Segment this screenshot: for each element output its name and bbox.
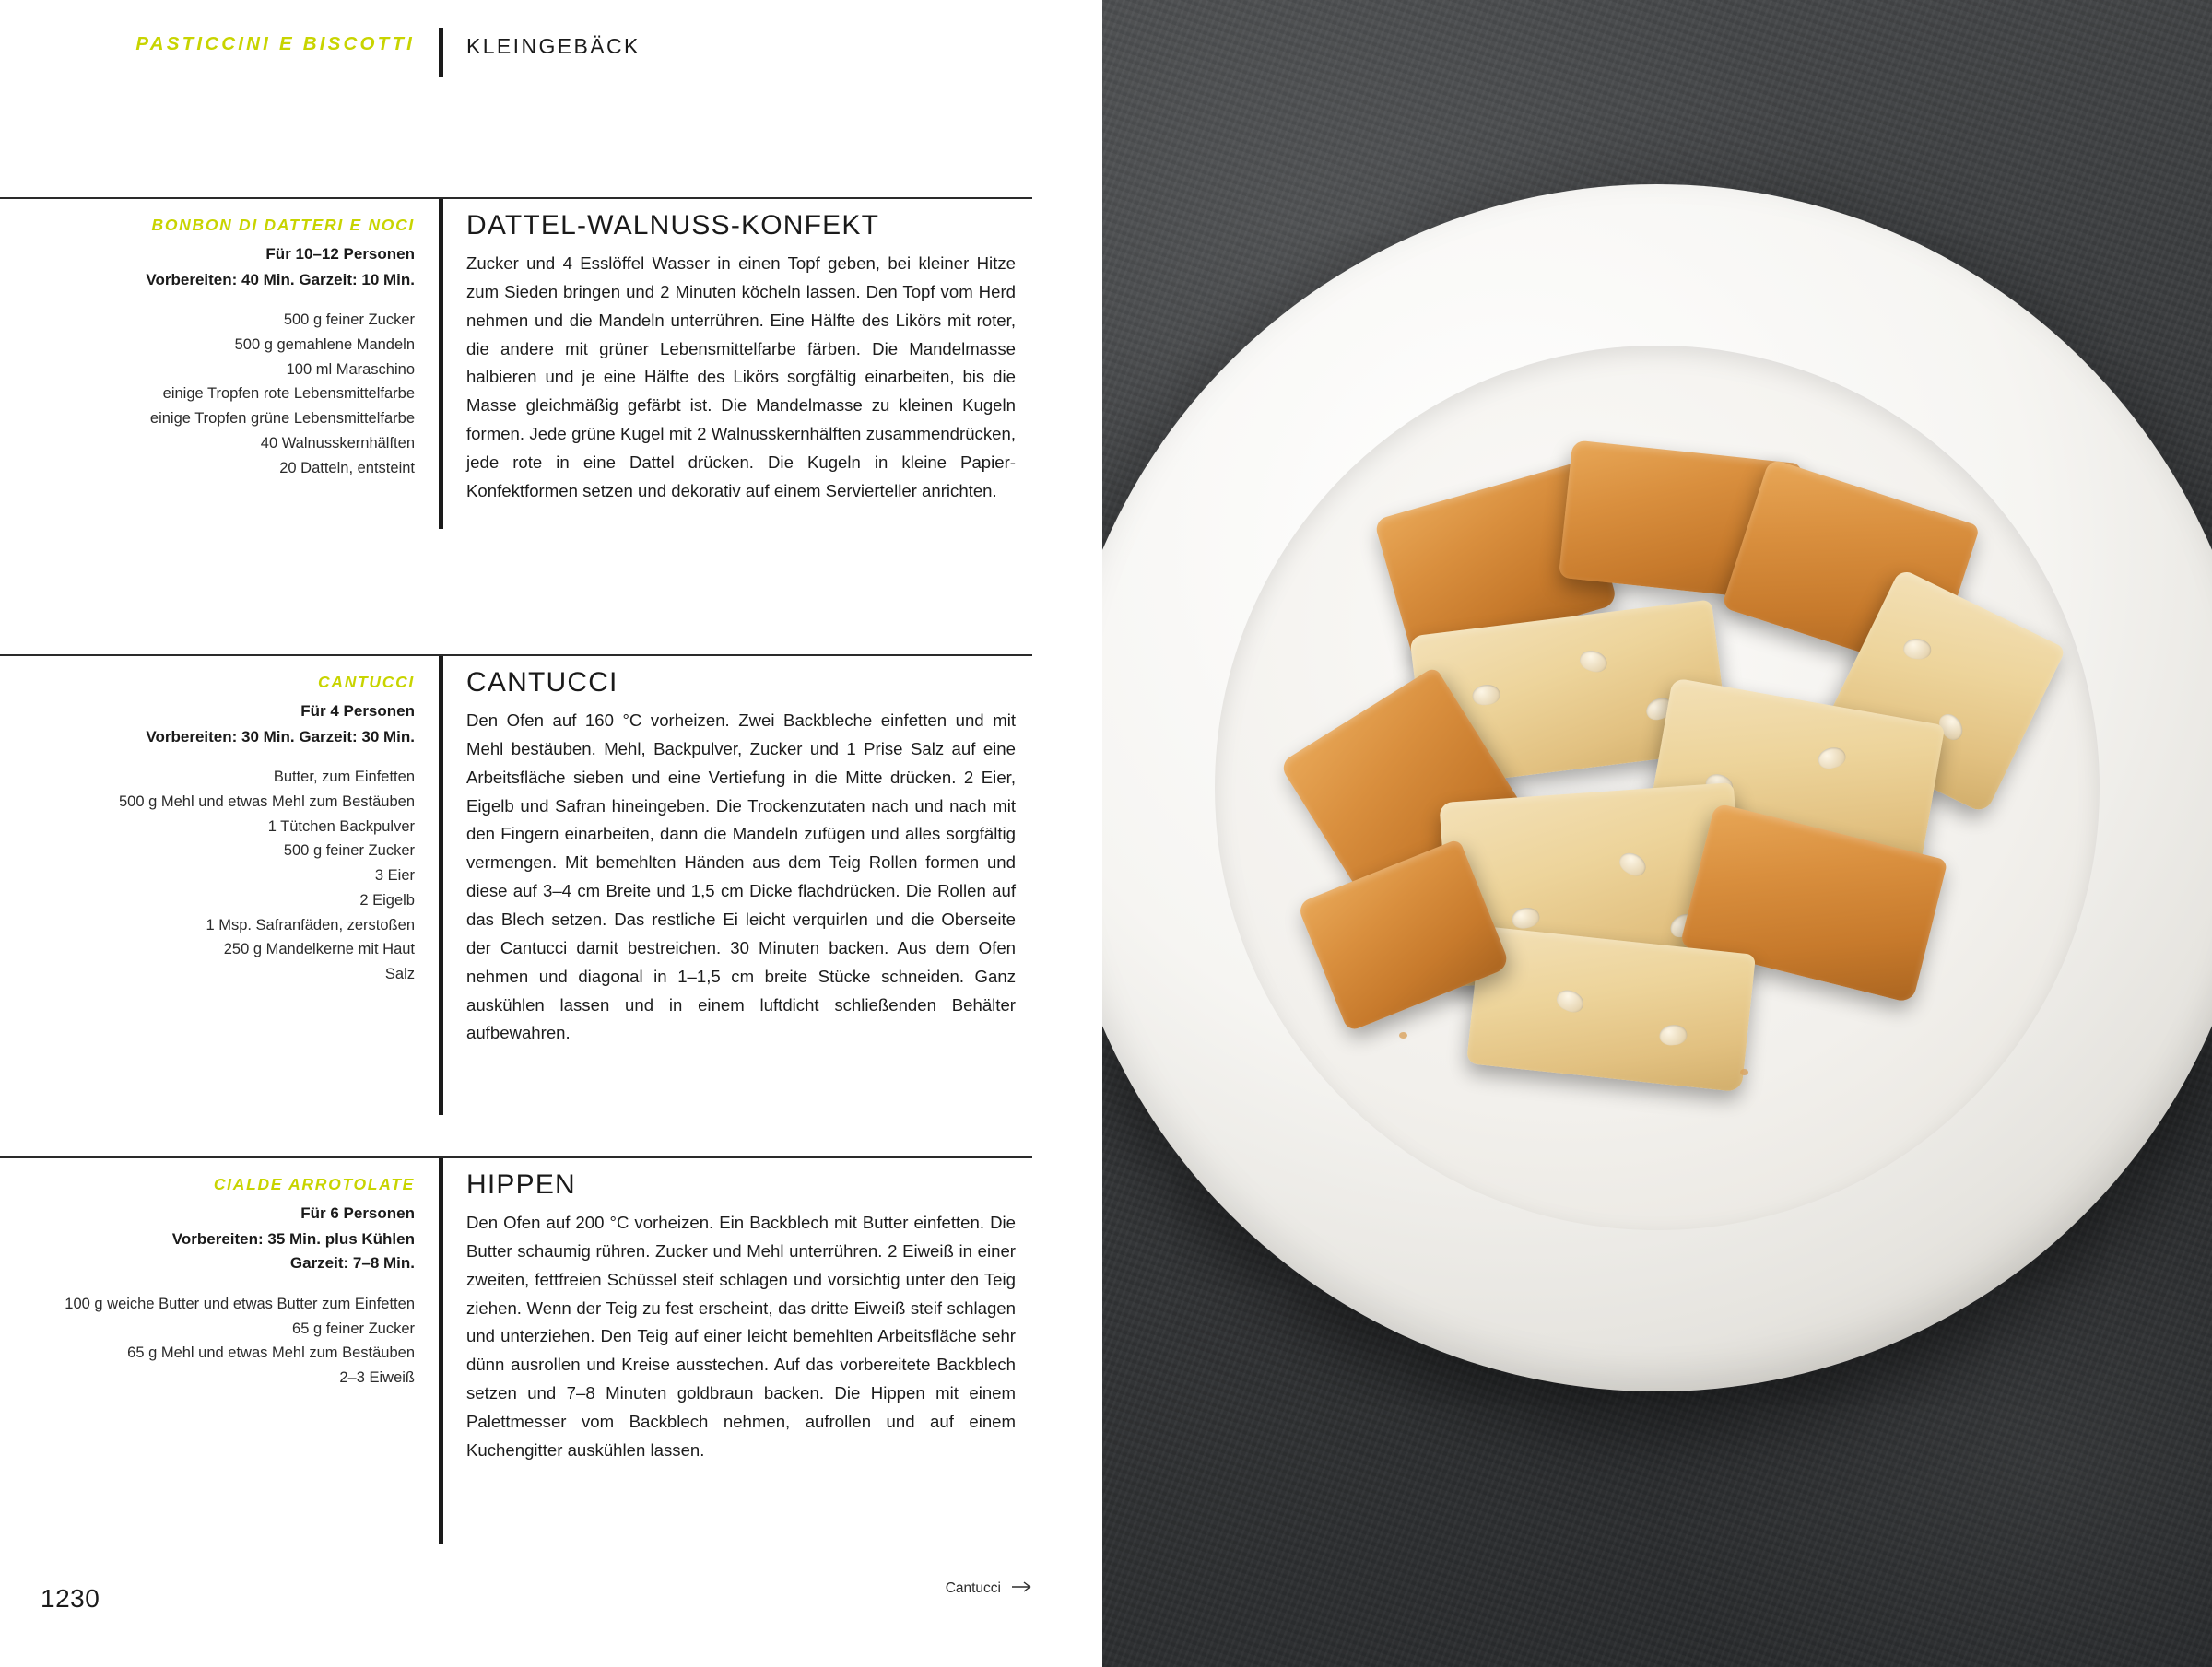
- left-text-page: [0, 0, 1102, 1667]
- ingredient-item: 40 Walnusskernhälften: [260, 434, 415, 452]
- recipe-times: Vorbereiten: 35 Min. plus Kühlen: [171, 1229, 415, 1248]
- almond: [1510, 905, 1541, 931]
- recipe-method-text: Zucker und 4 Esslöffel Wasser in einen Topf geben, bei kleiner Hitze zum Sieden bringen und 2 Minuten köcheln lassen. Den Topf vom Herd nehmen und die Mandeln unterrühren. Eine Hälfte des Likörs mit roter, die andere mit grüner Lebensmittelfarbe färben. Die Mandelmasse halbieren und je eine Hälfte des Likörs sorgfältig einarbeiten, bis die Masse gleichmäßig gefärbt ist. Die Mandelmasse zu kleinen Kugeln formen. Jede grüne Kugel mit 2 Walnusskernhälften zusammendrücken, jede rote in eine Dattel drücken. Die Kugeln in kleine Papier-Konfektformen setzen und dekorativ auf einem Servierteller anrichten.: [466, 253, 1016, 500]
- ingredient-item: 20 Datteln, entsteint: [279, 459, 415, 476]
- recipe-servings: Für 4 Personen: [300, 702, 415, 720]
- crumb: [1740, 1069, 1748, 1075]
- cantuccio-cut-face: [1466, 926, 1756, 1093]
- recipe-photo-page: [1102, 0, 2212, 1667]
- recipe-block: [0, 197, 1032, 529]
- ingredient-item: 65 g feiner Zucker: [292, 1320, 415, 1337]
- recipe-times: Vorbereiten: 40 Min. Garzeit: 10 Min.: [146, 270, 415, 288]
- ingredient-item: 500 g feiner Zucker: [283, 842, 415, 860]
- ingredient-item: 500 g Mehl und etwas Mehl zum Bestäuben: [118, 793, 415, 810]
- ingredient-item: 1 Tütchen Backpulver: [267, 817, 415, 835]
- recipe-italian-title: CIALDE ARROTOLATE: [213, 1175, 415, 1193]
- almond: [1816, 745, 1848, 771]
- recipe-method-column: [443, 197, 1032, 529]
- ingredient-item: 500 g feiner Zucker: [283, 311, 415, 329]
- recipe-italian-title: BONBON DI DATTERI E NOCI: [151, 216, 415, 234]
- recipe-ingredients-column: [0, 654, 439, 1115]
- header-german-section: KLEINGEBÄCK: [466, 34, 641, 58]
- recipe-block: [0, 1156, 1032, 1544]
- almond: [1902, 638, 1932, 661]
- page-number: 1230: [41, 1584, 100, 1613]
- ingredient-item: 500 g gemahlene Mandeln: [234, 336, 415, 353]
- recipe-method-text: Den Ofen auf 160 °C vorheizen. Zwei Backbleche einfetten und mit Mehl bestäuben. Mehl, Backpulver, Zucker und 1 Prise Salz auf eine Arbeitsfläche sieben und eine Vertiefung in die Mitte drücken. 2 Eier, Eigelb und Safran hineingeben. Die Trockenzutaten nach und nach mit den Fingern einarbeiten, dann die Mandeln zufügen und alles sorgfältig vermengen. Mit bemehlten Händen aus dem Teig Rollen formen und diese auf 3–4 cm Breite und 1,5 cm Dicke flachdrücken. Die Rollen auf das Blech setzen. Das restliche Ei leicht verquirlen und die Oberseite der Cantucci damit bestreichen. 30 Minuten backen. Aus dem Ofen nehmen und diagonal in 1–1,5 cm breite Stücke schneiden. Ganz auskühlen lassen und in einem luftdicht schließenden Behälter aufbewahren.: [466, 710, 1016, 1043]
- almond: [1577, 647, 1609, 675]
- ingredient-item: Butter, zum Einfetten: [273, 769, 415, 786]
- ingredient-item: 2–3 Eiweiß: [339, 1369, 415, 1387]
- almond: [1471, 683, 1500, 706]
- ingredient-item: 65 g Mehl und etwas Mehl zum Bestäuben: [127, 1344, 415, 1362]
- ingredient-item: 3 Eier: [374, 867, 415, 885]
- almond: [1658, 1024, 1688, 1047]
- almond: [1553, 986, 1586, 1015]
- ingredient-item: 100 ml Maraschino: [286, 360, 415, 378]
- recipe-ingredients-column: [0, 197, 439, 529]
- recipe-method-column: [443, 1156, 1032, 1544]
- cross-reference: [946, 1580, 1032, 1597]
- ingredient-item: 100 g weiche Butter und etwas Butter zum Einfetten: [65, 1295, 415, 1312]
- cantucci-pile: [1261, 424, 2053, 1124]
- ingredient-item: 250 g Mandelkerne mit Haut: [223, 941, 415, 958]
- ingredient-item: Salz: [384, 966, 415, 983]
- recipe-german-title: DATTEL-WALNUSS-KONFEKT: [466, 210, 880, 241]
- recipe-german-title: HIPPEN: [466, 1169, 576, 1200]
- recipe-times: Vorbereiten: 30 Min. Garzeit: 30 Min.: [146, 727, 415, 745]
- ingredient-item: einige Tropfen rote Lebensmittelfarbe: [162, 385, 415, 403]
- recipe-german-title: CANTUCCI: [466, 667, 618, 698]
- recipe-italian-title: CANTUCCI: [318, 673, 415, 691]
- page-header: [0, 33, 1032, 77]
- arrow-right-icon: [1012, 1581, 1032, 1596]
- recipe-method-column: [443, 654, 1032, 1115]
- almond: [1616, 849, 1650, 880]
- recipe-times-secondary: Garzeit: 7–8 Min.: [289, 1254, 415, 1273]
- ingredient-item: 2 Eigelb: [359, 891, 415, 909]
- recipe-block: [0, 654, 1032, 1115]
- header-italian-section: PASTICCINI E BISCOTTI: [135, 33, 415, 54]
- crumb: [1399, 1032, 1407, 1039]
- cross-reference-label: Cantucci: [945, 1580, 1001, 1596]
- ingredient-item: einige Tropfen grüne Lebensmittelfarbe: [149, 410, 415, 428]
- ingredient-item: 1 Msp. Safranfäden, zerstoßen: [206, 916, 415, 933]
- recipe-method-text: Den Ofen auf 200 °C vorheizen. Ein Backblech mit Butter einfetten. Die Butter schaumig rühren. Zucker und Mehl unterrühren. 2 Eiweiß in einer zweiten, fettfreien Schüssel steif schlagen und vorsichtig unter den Teig ziehen. Wenn der Teig zu fest erscheint, das dritte Eiweiß steif schlagen und unterziehen. Den Teig auf einer leicht bemehlten Arbeitsfläche sehr dünn ausrollen und Kreise ausstechen. Auf das vorbereitete Backblech setzen und 7–8 Minuten goldbraun backen. Die Hippen mit einem Palettmesser vom Backblech nehmen, aufrollen und auf einem Kuchengitter auskühlen lassen.: [466, 1213, 1016, 1460]
- recipe-ingredients-column: [0, 1156, 439, 1544]
- recipe-servings: Für 6 Personen: [300, 1204, 415, 1222]
- recipe-servings: Für 10–12 Personen: [265, 245, 415, 263]
